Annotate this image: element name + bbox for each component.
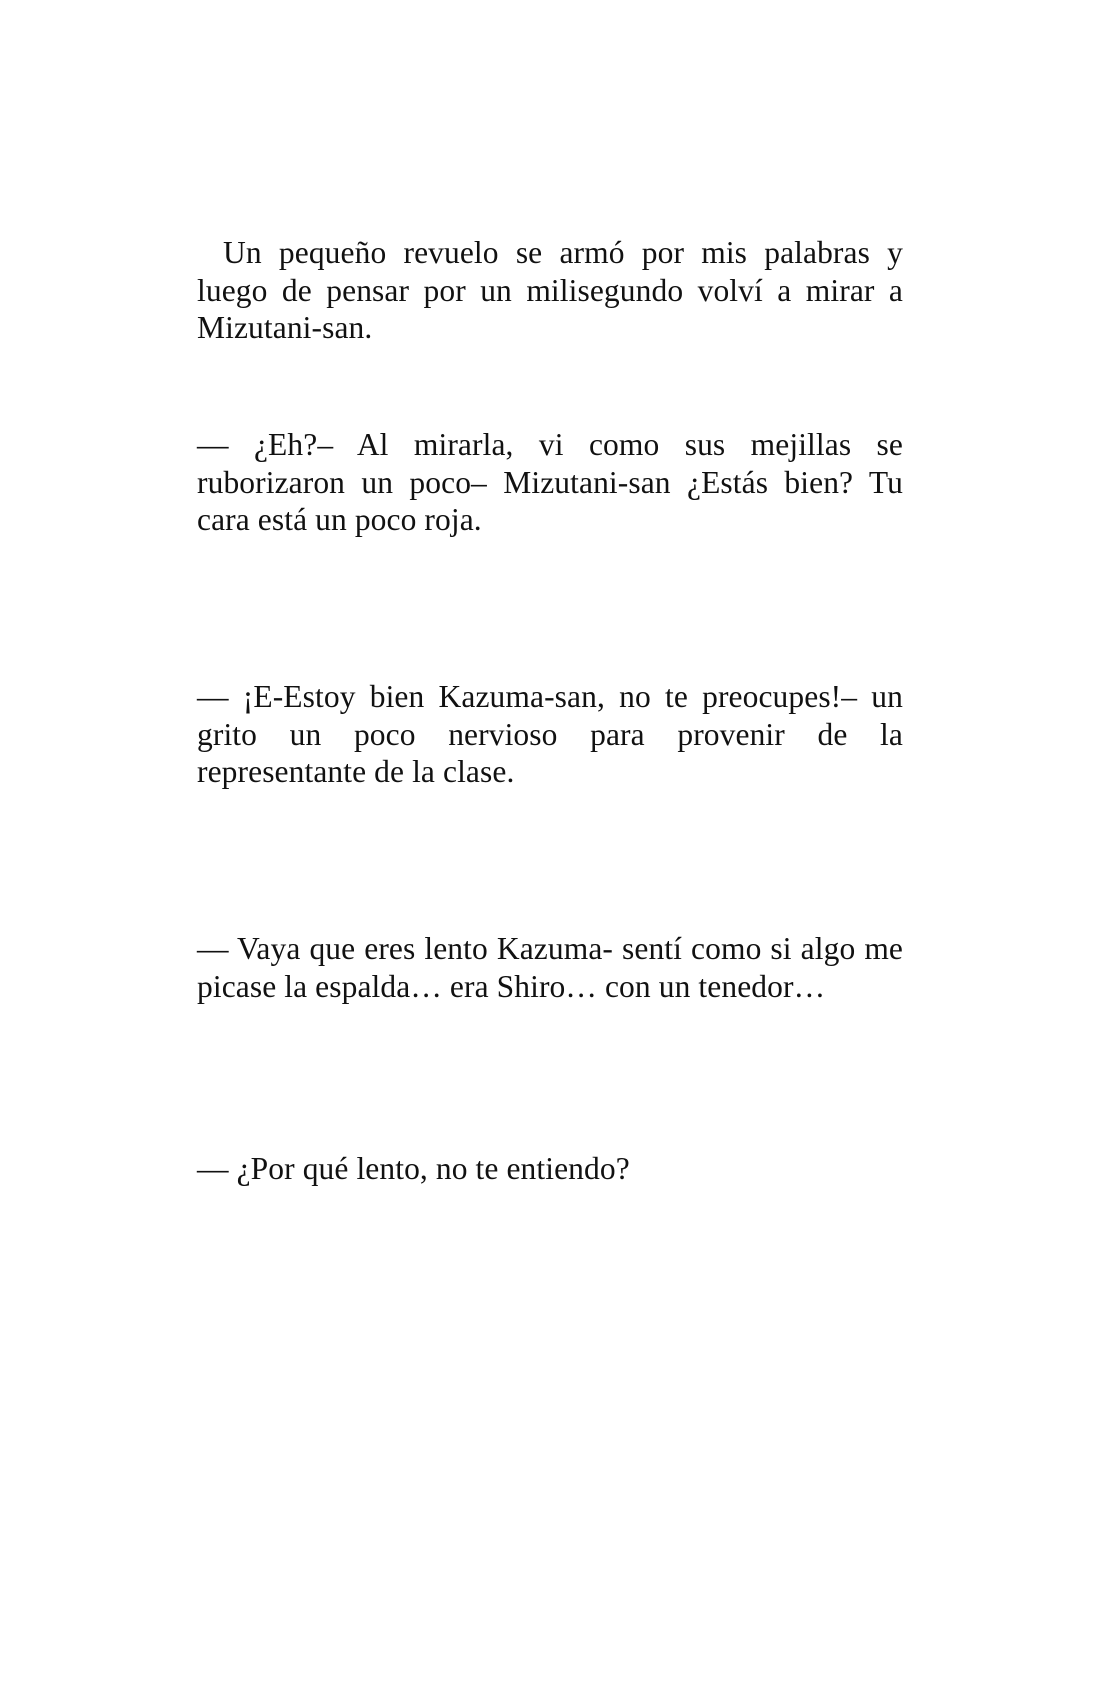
paragraph-dialogue-vaya-lento: — Vaya que eres lento Kazuma- sentí como si algo me picase la espalda… era Shiro… con un tenedor… — [197, 931, 903, 1004]
paragraph-narration-revuelo: Un pequeño revuelo se armó por mis palabras y luego de pensar por un milisegundo volví a mirar a Mizutani-san. — [197, 235, 903, 345]
paragraph-dialogue-estoy-bien: — ¡E-Estoy bien Kazuma-san, no te preocupes!– un grito un poco nervioso para provenir de la representante de la clase. — [197, 679, 903, 789]
paragraph-dialogue-eh: — ¿Eh?– Al mirarla, vi como sus mejillas se ruborizaron un poco– Mizutani-san ¿Estás bien? Tu cara está un poco roja. — [197, 427, 903, 537]
paragraph-dialogue-por-que-lento: — ¿Por qué lento, no te entiendo? — [197, 1151, 630, 1186]
